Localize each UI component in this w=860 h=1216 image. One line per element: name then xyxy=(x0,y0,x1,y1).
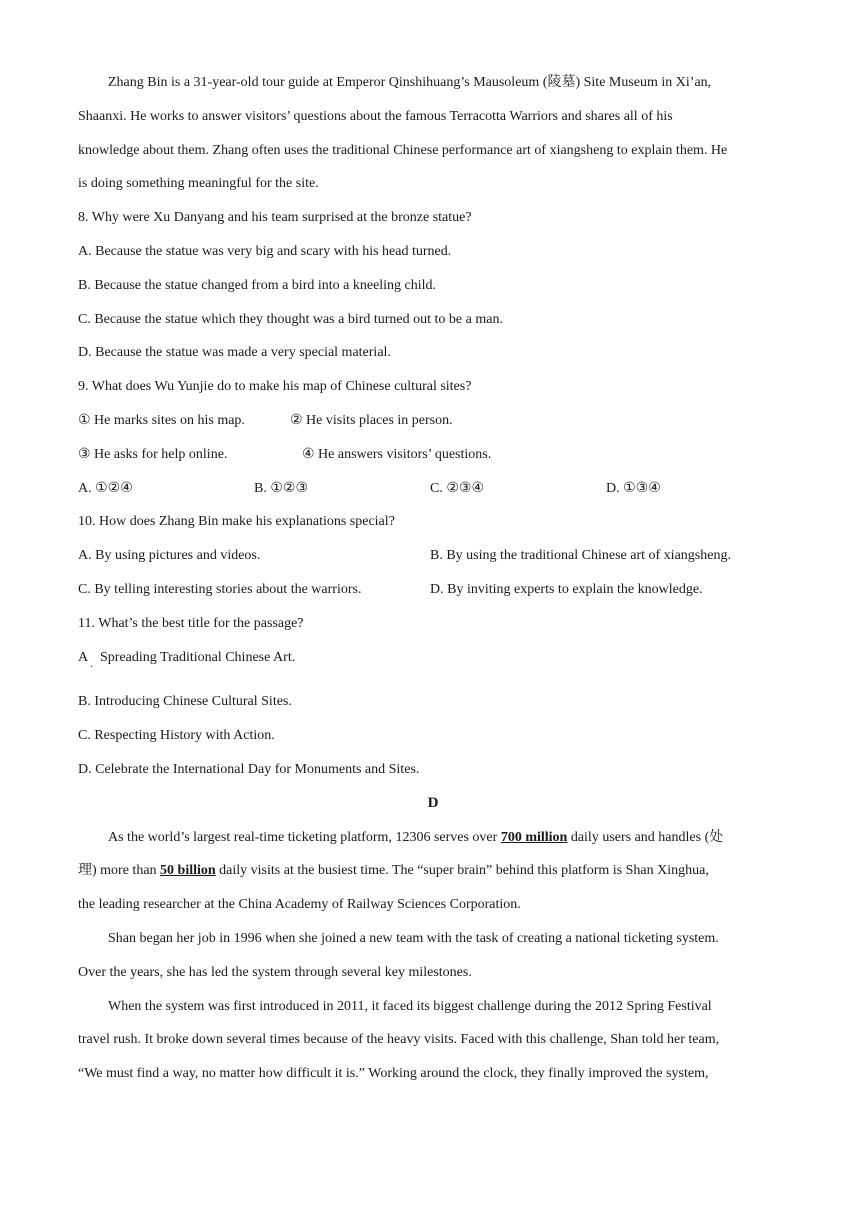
highlighted-number: 700 million xyxy=(500,829,568,845)
question-11 xyxy=(78,607,788,787)
question-9 xyxy=(78,370,788,505)
statement-row xyxy=(78,404,788,438)
text-span: daily users and handles (处 xyxy=(567,829,724,845)
highlighted-number: 50 billion xyxy=(160,863,216,879)
answer-option-a[interactable] xyxy=(78,641,788,675)
question-stem: 8. Why were Xu Danyang and his team surprised at the bronze statue? xyxy=(78,210,472,226)
answer-option-d[interactable]: D. ①③④ xyxy=(606,480,661,496)
answer-option-c[interactable]: C. Respecting History with Action. xyxy=(78,728,275,744)
answer-option-d[interactable]: D. Celebrate the International Day for Monuments and Sites. xyxy=(78,761,420,777)
section-d-paragraph-1 xyxy=(78,821,788,922)
text-line: is doing something meaningful for the site. xyxy=(78,176,319,192)
statement-2: ② He visits places in person. xyxy=(290,412,453,428)
passage-c-paragraph xyxy=(78,66,788,201)
text-line: When the system was first introduced in 2011, it faced its biggest challenge during the 2012 Spring Festival xyxy=(108,998,712,1014)
question-stem: 10. How does Zhang Bin make his explanations special? xyxy=(78,514,395,530)
text-line: Over the years, she has led the system through several key milestones. xyxy=(78,964,472,980)
text-line: knowledge about them. Zhang often uses the traditional Chinese performance art of xiangsheng to explain them. He xyxy=(78,142,728,158)
answer-option-c[interactable]: C. By telling interesting stories about the warriors. xyxy=(78,581,362,597)
statement-3: ③ He asks for help online. xyxy=(78,446,228,462)
question-stem: 11. What’s the best title for the passage? xyxy=(78,615,304,631)
option-text: Spreading Traditional Chinese Art. xyxy=(100,649,296,665)
section-title: D xyxy=(427,794,439,811)
answer-option-d[interactable]: D. Because the statue was made a very special material. xyxy=(78,345,391,361)
document-page xyxy=(78,66,788,1091)
statement-4: ④ He answers visitors’ questions. xyxy=(302,446,492,462)
text-span: daily visits at the busiest time. The “super brain” behind this platform is Shan Xinghua, xyxy=(215,863,709,879)
answer-option-a[interactable]: A. ①②④ xyxy=(78,480,133,496)
answer-option-a[interactable]: A. Because the statue was very big and scary with his head turned. xyxy=(78,243,452,259)
answer-option-c[interactable]: C. Because the statue which they thought was a bird turned out to be a man. xyxy=(78,311,503,327)
options-row xyxy=(78,573,788,607)
answer-option-b[interactable]: B. Introducing Chinese Cultural Sites. xyxy=(78,694,292,710)
text-line: the leading researcher at the China Academy of Railway Sciences Corporation. xyxy=(78,897,521,913)
option-dot: · xyxy=(90,661,94,673)
answer-option-b[interactable]: B. By using the traditional Chinese art of xiangsheng. xyxy=(430,548,731,564)
text-line: Shaanxi. He works to answer visitors’ questions about the famous Terracotta Warriors and shares all of his xyxy=(78,108,673,124)
text-line: travel rush. It broke down several times because of the heavy visits. Faced with this challenge, Shan told her team, xyxy=(78,1032,720,1048)
text-line: “We must find a way, no matter how difficult it is.” Working around the clock, they finally improved the system, xyxy=(78,1066,709,1082)
section-d-paragraph-2 xyxy=(78,922,788,990)
text-line: Zhang Bin is a 31-year-old tour guide at Emperor Qinshihuang’s Mausoleum (陵墓) Site Museum in Xi’an, xyxy=(108,75,712,90)
answer-option-a[interactable]: A. By using pictures and videos. xyxy=(78,548,261,564)
question-8 xyxy=(78,201,788,370)
question-10 xyxy=(78,505,788,606)
text-line: Shan began her job in 1996 when she joined a new team with the task of creating a national ticketing system. xyxy=(108,930,719,946)
options-row xyxy=(78,539,788,573)
section-d-paragraph-3 xyxy=(78,990,788,1091)
statement-1: ① He marks sites on his map. xyxy=(78,412,245,428)
statement-row xyxy=(78,438,788,472)
text-line xyxy=(78,821,788,855)
answer-option-b[interactable]: B. ①②③ xyxy=(254,480,308,496)
answer-option-b[interactable]: B. Because the statue changed from a bird into a kneeling child. xyxy=(78,277,437,293)
answer-option-d[interactable]: D. By inviting experts to explain the knowledge. xyxy=(430,581,703,597)
text-line xyxy=(78,854,788,888)
answer-option-c[interactable]: C. ②③④ xyxy=(430,480,484,496)
question-stem: 9. What does Wu Yunjie do to make his map of Chinese cultural sites? xyxy=(78,379,472,395)
options-row xyxy=(78,472,788,506)
option-letter: A xyxy=(78,649,89,665)
text-span: 理) more than xyxy=(78,863,161,879)
text-span: As the world’s largest real-time ticketing platform, 12306 serves over xyxy=(108,829,501,845)
